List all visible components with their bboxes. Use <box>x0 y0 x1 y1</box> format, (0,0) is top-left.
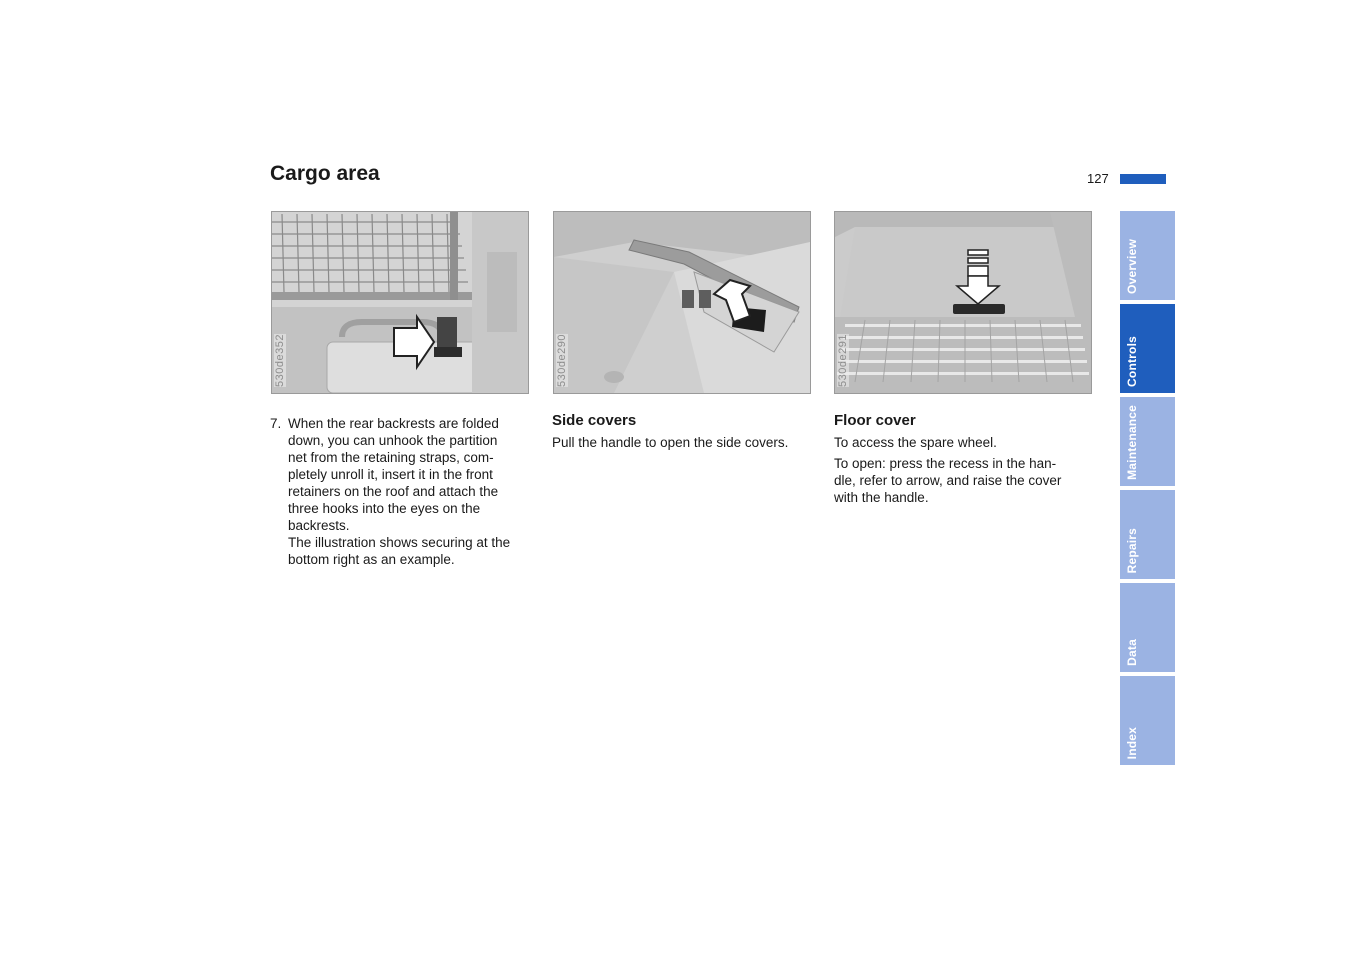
tab-repairs[interactable] <box>1120 490 1175 579</box>
figure-side-covers <box>553 211 811 394</box>
body-line: net from the retaining straps, com- <box>288 450 494 465</box>
figure-code: 530de290 <box>556 334 568 387</box>
body-line: bottom right as an example. <box>288 552 455 567</box>
section-text <box>834 455 1102 506</box>
figure-code: 530de291 <box>837 334 849 387</box>
body-line: pletely unroll it, insert it in the front <box>288 467 493 482</box>
page-marker-bar <box>1120 174 1166 184</box>
tab-index[interactable] <box>1120 676 1175 765</box>
body-line: down, you can unhook the partition <box>288 433 498 448</box>
figure-floor-cover <box>834 211 1092 394</box>
body-line: retainers on the roof and attach the <box>288 484 499 499</box>
partition-net-illustration <box>272 212 528 393</box>
tab-controls[interactable] <box>1120 304 1175 393</box>
step-body <box>288 415 510 568</box>
tab-label: Repairs <box>1125 527 1139 573</box>
floor-cover-section <box>834 412 1102 510</box>
figure-code: 530de352 <box>274 334 286 387</box>
page-number: 127 <box>1087 171 1109 186</box>
tab-label: Overview <box>1125 239 1139 294</box>
section-heading: Floor cover <box>834 412 916 429</box>
tab-label: Data <box>1125 639 1139 666</box>
side-covers-illustration <box>554 212 810 393</box>
section-text: Pull the handle to open the side covers. <box>552 435 789 450</box>
body-line: The illustration shows securing at the <box>288 535 511 550</box>
tab-data[interactable] <box>1120 583 1175 672</box>
page-title: Cargo area <box>270 162 380 185</box>
step-7 <box>270 415 540 568</box>
tab-overview[interactable] <box>1120 211 1175 300</box>
body-line: with the handle. <box>834 490 929 505</box>
body-line: To open: press the recess in the han- <box>834 456 1057 471</box>
partition-net-instructions <box>270 415 540 568</box>
tab-label: Maintenance <box>1125 405 1139 480</box>
body-line: When the rear backrests are folded <box>288 416 499 431</box>
section-text: To access the spare wheel. <box>834 435 997 450</box>
body-line: dle, refer to arrow, and raise the cover <box>834 473 1062 488</box>
figure-partition-net <box>271 211 529 394</box>
floor-cover-illustration <box>835 212 1091 393</box>
tab-label: Controls <box>1125 336 1139 387</box>
tab-maintenance[interactable] <box>1120 397 1175 486</box>
section-heading: Side covers <box>552 412 637 429</box>
step-number: 7. <box>270 416 282 431</box>
body-line: three hooks into the eyes on the <box>288 501 481 516</box>
tab-label: Index <box>1125 726 1139 759</box>
body-line: backrests. <box>288 518 350 533</box>
side-covers-section <box>552 412 827 455</box>
